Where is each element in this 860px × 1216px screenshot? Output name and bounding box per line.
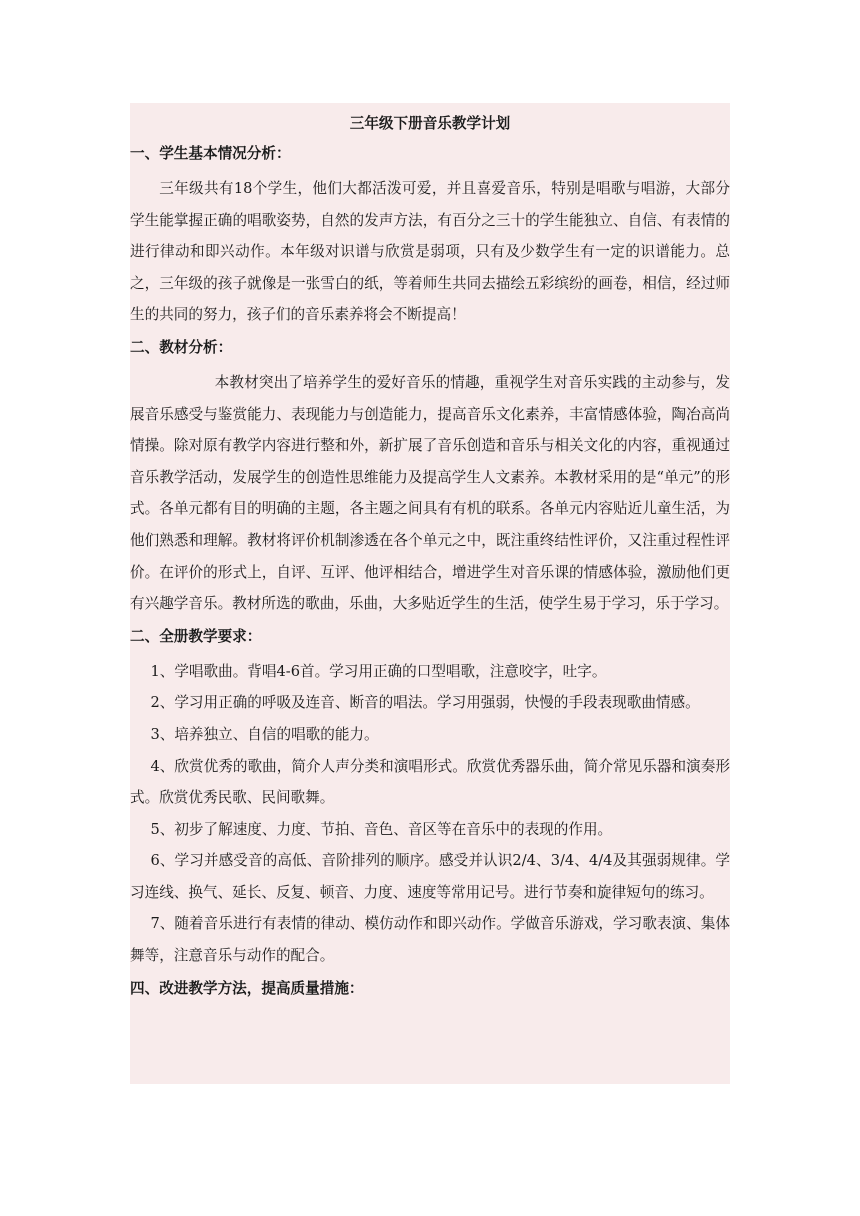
paragraph-textbook-analysis: 本教材突出了培养学生的爱好音乐的情趣，重视学生对音乐实践的主动参与，发展音乐感受与鉴赏能力、表现能力与创造能力，提高音乐文化素养，丰富情感体验，陶冶高尚情操。除对原有教学内容进行整和外，新扩展了音乐创造和音乐与相关文化的内容，重视通过音乐教学活动，发展学生的创造性思维能力及提高学生人文素养。本教材采用的是“单元”的形式。各单元都有目的明确的主题，各主题之间具有有机的联系。各单元内容贴近儿童生活，为他们熟悉和理解。教材将评价机制渗透在各个单元之中，既注重终结性评价，又注重过程性评价。在评价的形式上，自评、互评、他评相结合，增进学生对音乐课的情感体验，激励他们更有兴趣学音乐。教材所选的歌曲，乐曲，大多贴近学生的生活，使学生易于学习，乐于学习。 xyxy=(130,373,730,613)
section-heading-teaching-requirements: 二、全册教学要求： xyxy=(130,627,262,645)
section-heading-textbook-analysis: 二、教材分析： xyxy=(130,338,233,356)
paragraph-student-analysis: 三年级共有18个学生，他们大都活泼可爱，并且喜爱音乐，特别是唱歌与唱游，大部分学生能掌握正确的唱歌姿势，自然的发声方法，有百分之三十的学生能独立、自信、有表情的进行律动和即兴动作。本年级对识谱与欣赏是弱项，只有及少数学生有一定的识谱能力。总之，三年级的孩子就像是一张雪白的纸，等着师生共同去描绘五彩缤纷的画卷，相信，经过师生的共同的努力，孩子们的音乐素养将会不断提高！ xyxy=(130,180,730,324)
section-heading-student-analysis: 一、学生基本情况分析： xyxy=(130,145,291,162)
list-item: 4、欣赏优秀的歌曲，简介人声分类和演唱形式。欣赏优秀器乐曲，简介常见乐器和演奏形式。欣赏优秀民歌、民间歌舞。 xyxy=(130,757,730,807)
document-body xyxy=(130,103,730,1084)
list-item: 1、学唱歌曲。背唱4-6首。学习用正确的口型唱歌，注意咬字，吐字。 xyxy=(150,662,607,680)
list-item: 7、随着音乐进行有表情的律动、模仿动作和即兴动作。学做音乐游戏，学习歌表演、集体舞等，注意音乐与动作的配合。 xyxy=(130,915,730,965)
list-item: 3、培养独立、自信的唱歌的能力。 xyxy=(150,725,379,743)
document-title: 三年级下册音乐教学计划 xyxy=(349,115,511,132)
list-item: 2、学习用正确的呼吸及连音、断音的唱法。学习用强弱，快慢的手段表现歌曲情感。 xyxy=(150,694,700,712)
list-item: 6、学习并感受音的高低、音阶排列的顺序。感受并认识2/4、3/4、4/4及其强弱规律。学习连线、换气、延长、反复、顿音、力度、速度等常用记号。进行节奏和旋律短句的练习。 xyxy=(130,852,730,901)
section-heading-improvement-measures: 四、改进教学方法，提高质量措施： xyxy=(130,979,364,997)
list-item: 5、初步了解速度、力度、节拍、音色、音区等在音乐中的表现的作用。 xyxy=(150,820,613,838)
